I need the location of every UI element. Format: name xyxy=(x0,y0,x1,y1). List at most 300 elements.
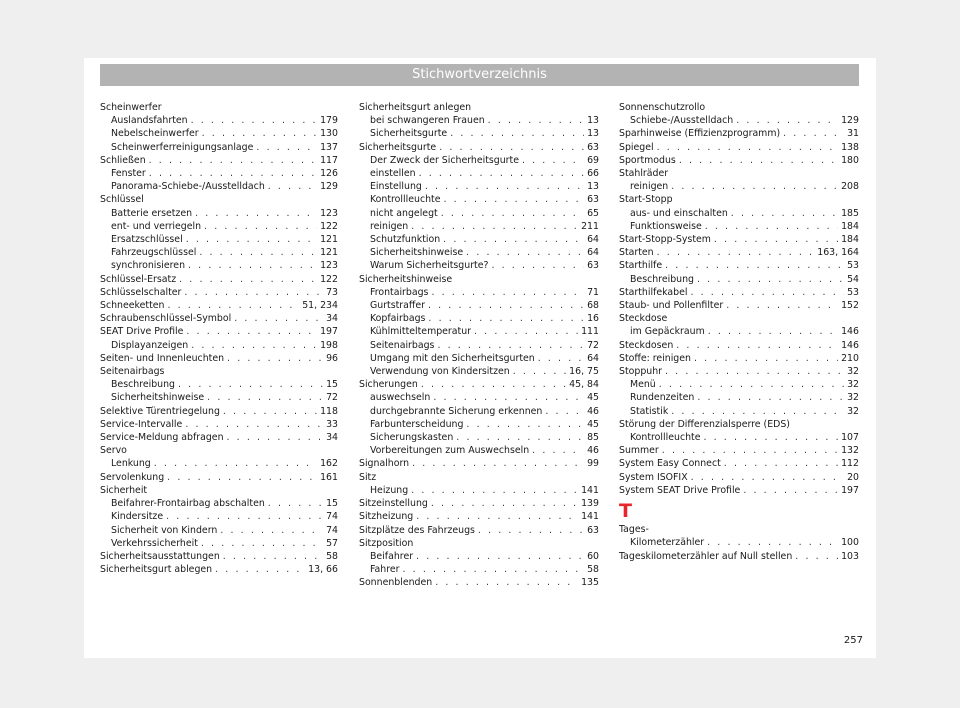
index-entry xyxy=(359,576,599,589)
entry-label: im Gepäckraum xyxy=(630,326,705,338)
index-entry xyxy=(619,339,859,352)
index-entry xyxy=(100,352,338,365)
entry-page-ref: 63 xyxy=(587,141,599,153)
dot-leader xyxy=(474,325,578,338)
entry-label: Kontrollleuchte xyxy=(630,432,701,444)
dot-leader xyxy=(679,154,838,167)
entry-label: Sicherheitshinweise xyxy=(111,392,205,404)
dot-leader xyxy=(411,220,578,233)
entry-label: reinigen xyxy=(630,181,669,193)
entry-label: Tageskilometerzähler auf Null stellen xyxy=(619,550,793,562)
entry-label: Seitenairbags xyxy=(370,339,435,351)
entry-page-ref: 184 xyxy=(841,220,859,232)
entry-page-ref: 15 xyxy=(326,498,338,510)
index-subentry xyxy=(100,141,338,154)
entry-page-ref: 135 xyxy=(581,577,599,589)
entry-page-ref: 197 xyxy=(841,484,859,496)
dot-leader xyxy=(703,431,838,444)
entry-page-ref: 32 xyxy=(847,366,859,378)
index-subentry xyxy=(359,114,599,127)
entry-page-ref: 137 xyxy=(320,141,338,153)
entry-page-ref: 71 xyxy=(587,286,599,298)
entry-label: Kindersitze xyxy=(111,511,164,523)
entry-page-ref: 122 xyxy=(320,273,338,285)
index-subentry xyxy=(619,405,859,418)
index-subentry xyxy=(359,563,599,576)
entry-label: Beifahrer xyxy=(370,550,414,562)
dot-leader xyxy=(268,180,317,193)
entry-label: Batterie ersetzen xyxy=(111,207,193,219)
entry-page-ref: 107 xyxy=(841,432,859,444)
index-subentry xyxy=(359,405,599,418)
entry-page-ref: 20 xyxy=(847,471,859,483)
entry-page-ref: 33 xyxy=(326,418,338,430)
index-heading: Stahlräder xyxy=(619,168,669,180)
index-entry xyxy=(100,563,338,576)
dot-leader xyxy=(545,405,584,418)
dot-leader xyxy=(491,259,584,272)
index-subentry xyxy=(100,378,338,391)
entry-label: Sitzeinstellung xyxy=(359,498,428,510)
dot-leader xyxy=(412,457,584,470)
index-subentry xyxy=(359,286,599,299)
entry-page-ref: 32 xyxy=(847,405,859,417)
entry-page-ref: 139 xyxy=(581,498,599,510)
index-heading: Störung der Differenzialsperre (EDS) xyxy=(619,418,790,430)
entry-page-ref: 13 xyxy=(587,128,599,140)
dot-leader xyxy=(724,457,838,470)
index-heading: Servo xyxy=(100,445,127,457)
entry-label: ent- und verriegeln xyxy=(111,220,202,232)
entry-page-ref: 64 xyxy=(587,352,599,364)
entry-label: Rundenzeiten xyxy=(630,392,695,404)
dot-leader xyxy=(665,365,844,378)
dot-leader xyxy=(149,167,317,180)
entry-page-ref: 54 xyxy=(847,273,859,285)
entry-page-ref: 184 xyxy=(841,234,859,246)
entry-label: Start-Stopp-System xyxy=(619,234,711,246)
index-subentry xyxy=(359,484,599,497)
dot-leader xyxy=(665,259,844,272)
entry-page-ref: 117 xyxy=(320,154,338,166)
entry-label: nicht angelegt xyxy=(370,207,438,219)
dot-leader xyxy=(671,180,838,193)
entry-label: auswechseln xyxy=(370,392,431,404)
entry-page-ref: 163, 164 xyxy=(817,247,859,259)
entry-label: Einstellung xyxy=(370,181,422,193)
index-subentry xyxy=(359,312,599,325)
index-subentry xyxy=(619,220,859,233)
dot-leader xyxy=(223,550,323,563)
index-subentry xyxy=(100,339,338,352)
dot-leader xyxy=(443,193,584,206)
dot-leader xyxy=(184,286,323,299)
dot-leader xyxy=(416,510,578,523)
dot-leader xyxy=(227,431,324,444)
entry-label: System SEAT Drive Profile xyxy=(619,484,741,496)
index-entry xyxy=(100,418,338,431)
entry-page-ref: 16, 75 xyxy=(569,366,599,378)
index-entry xyxy=(619,457,859,470)
entry-page-ref: 73 xyxy=(326,286,338,298)
entry-label: Der Zweck der Sicherheitsgurte xyxy=(370,154,519,166)
index-entry xyxy=(359,524,599,537)
entry-label: Steckdosen xyxy=(619,339,674,351)
index-subentry xyxy=(359,444,599,457)
entry-page-ref: 53 xyxy=(847,260,859,272)
entry-label: Sicherheitshinweise xyxy=(370,247,464,259)
index-subentry xyxy=(100,114,338,127)
entry-page-ref: 152 xyxy=(841,300,859,312)
dot-leader xyxy=(256,141,317,154)
entry-page-ref: 46 xyxy=(587,445,599,457)
dot-leader xyxy=(149,154,317,167)
entry-page-ref: 16 xyxy=(587,313,599,325)
entry-page-ref: 72 xyxy=(587,339,599,351)
index-entry xyxy=(619,444,859,457)
index-subentry xyxy=(359,246,599,259)
entry-label: Sitzplätze des Fahrzeugs xyxy=(359,524,475,536)
dot-leader xyxy=(166,510,323,523)
dot-leader xyxy=(435,576,578,589)
dot-leader xyxy=(202,127,317,140)
index-entry xyxy=(619,550,859,563)
dot-leader xyxy=(185,418,323,431)
entry-page-ref: 45, 84 xyxy=(569,379,599,391)
entry-page-ref: 162 xyxy=(320,458,338,470)
index-entry xyxy=(359,457,599,470)
entry-page-ref: 210 xyxy=(841,352,859,364)
dot-leader xyxy=(428,312,584,325)
entry-page-ref: 96 xyxy=(326,352,338,364)
index-subentry xyxy=(359,299,599,312)
index-entry xyxy=(100,299,338,312)
dot-leader xyxy=(220,524,323,537)
index-subentry xyxy=(100,537,338,550)
dot-leader xyxy=(736,114,838,127)
entry-label: Staub- und Pollenfilter xyxy=(619,300,724,312)
entry-label: bei schwangeren Frauen xyxy=(370,115,485,127)
entry-page-ref: 34 xyxy=(326,432,338,444)
entry-label: Spiegel xyxy=(619,141,654,153)
entry-page-ref: 15 xyxy=(326,379,338,391)
index-heading: Sitzposition xyxy=(359,537,414,549)
dot-leader xyxy=(201,537,323,550)
entry-page-ref: 138 xyxy=(841,141,859,153)
dot-leader xyxy=(439,141,584,154)
entry-page-ref: 13 xyxy=(587,115,599,127)
index-subentry xyxy=(619,391,859,404)
index-entry xyxy=(619,484,859,497)
entry-page-ref: 146 xyxy=(841,339,859,351)
entry-label: Vorbereitungen zum Auswechseln xyxy=(370,445,530,457)
entry-page-ref: 103 xyxy=(841,550,859,562)
entry-page-ref: 121 xyxy=(320,247,338,259)
entry-label: Beschreibung xyxy=(630,273,694,285)
entry-label: Gurtstraffer xyxy=(370,300,425,312)
entry-label: Sportmodus xyxy=(619,154,676,166)
entry-page-ref: 208 xyxy=(841,181,859,193)
entry-page-ref: 13, 66 xyxy=(308,564,338,576)
entry-label: Panorama-Schiebe-/Ausstelldach xyxy=(111,181,265,193)
entry-page-ref: 68 xyxy=(587,300,599,312)
entry-page-ref: 74 xyxy=(326,511,338,523)
entry-page-ref: 53 xyxy=(847,286,859,298)
entry-page-ref: 85 xyxy=(587,432,599,444)
entry-page-ref: 129 xyxy=(841,115,859,127)
entry-label: Schiebe-/Ausstelldach xyxy=(630,115,734,127)
dot-leader xyxy=(167,471,317,484)
dot-leader xyxy=(783,127,844,140)
index-entry xyxy=(100,312,338,325)
dot-leader xyxy=(726,299,838,312)
index-entry xyxy=(619,259,859,272)
entry-page-ref: 72 xyxy=(326,392,338,404)
index-subentry xyxy=(359,154,599,167)
index-subentry xyxy=(359,207,599,220)
dot-leader xyxy=(411,484,578,497)
entry-page-ref: 130 xyxy=(320,128,338,140)
index-subentry xyxy=(100,510,338,523)
dot-leader xyxy=(425,180,584,193)
dot-leader xyxy=(207,391,323,404)
entry-page-ref: 180 xyxy=(841,154,859,166)
dot-leader xyxy=(697,391,844,404)
index-heading: Tages- xyxy=(619,524,649,536)
entry-page-ref: 60 xyxy=(587,550,599,562)
entry-label: Kopfairbags xyxy=(370,313,426,325)
index-heading: Steckdose xyxy=(619,313,668,325)
index-column-1 xyxy=(100,101,338,576)
entry-label: Fahrer xyxy=(370,564,400,576)
dot-leader xyxy=(731,207,838,220)
entry-label: Verkehrssicherheit xyxy=(111,537,198,549)
index-subentry xyxy=(100,391,338,404)
dot-leader xyxy=(428,299,584,312)
entry-page-ref: 111 xyxy=(581,326,599,338)
index-entry xyxy=(100,286,338,299)
entry-page-ref: 211 xyxy=(581,220,599,232)
index-subentry xyxy=(359,259,599,272)
dot-leader xyxy=(488,114,584,127)
dot-leader xyxy=(662,444,838,457)
entry-label: Umgang mit den Sicherheitsgurten xyxy=(370,352,535,364)
entry-label: Verwendung von Kindersitzen xyxy=(370,366,510,378)
entry-page-ref: 99 xyxy=(587,458,599,470)
entry-page-ref: 46 xyxy=(587,405,599,417)
entry-label: Displayanzeigen xyxy=(111,339,189,351)
index-subentry xyxy=(100,246,338,259)
index-entry xyxy=(359,378,599,391)
entry-page-ref: 129 xyxy=(320,181,338,193)
index-entry xyxy=(100,154,338,167)
entry-page-ref: 63 xyxy=(587,260,599,272)
entry-page-ref: 69 xyxy=(587,154,599,166)
dot-leader xyxy=(204,220,317,233)
entry-label: Fenster xyxy=(111,168,146,180)
dot-leader xyxy=(705,220,838,233)
entry-page-ref: 126 xyxy=(320,168,338,180)
index-heading: Sonnenschutzrollo xyxy=(619,102,706,113)
entry-page-ref: 31 xyxy=(847,128,859,140)
entry-label: Beifahrer-Frontairbag abschalten xyxy=(111,498,265,510)
entry-page-ref: 121 xyxy=(320,234,338,246)
dot-leader xyxy=(513,365,566,378)
entry-label: Schutzfunktion xyxy=(370,234,441,246)
entry-label: Stoppuhr xyxy=(619,366,663,378)
entry-label: Service-Meldung abfragen xyxy=(100,432,224,444)
dot-leader xyxy=(215,563,305,576)
entry-label: Stoffe: reinigen xyxy=(619,352,691,364)
entry-label: Ersatzschlüssel xyxy=(111,234,183,246)
dot-leader xyxy=(421,378,566,391)
index-subentry xyxy=(100,207,338,220)
index-subentry xyxy=(619,207,859,220)
entry-label: Funktionsweise xyxy=(630,220,702,232)
index-heading: Sicherheitshinweise xyxy=(359,273,453,285)
dot-leader xyxy=(466,418,584,431)
index-subentry xyxy=(619,431,859,444)
index-column-2 xyxy=(359,101,599,590)
entry-label: Signalhorn xyxy=(359,458,410,470)
dot-leader xyxy=(743,484,838,497)
entry-label: Sicherheitsgurt ablegen xyxy=(100,564,213,576)
dot-leader xyxy=(268,497,323,510)
dot-leader xyxy=(433,391,584,404)
entry-page-ref: 32 xyxy=(847,392,859,404)
dot-leader xyxy=(419,167,585,180)
index-entry xyxy=(619,233,859,246)
entry-label: Sitzheizung xyxy=(359,511,414,523)
dot-leader xyxy=(443,233,584,246)
index-entry xyxy=(100,550,338,563)
dot-leader xyxy=(186,325,317,338)
index-subentry xyxy=(100,524,338,537)
entry-page-ref: 112 xyxy=(841,458,859,470)
page-number: 257 xyxy=(843,635,863,646)
index-subentry xyxy=(100,457,338,470)
index-heading: Sitz xyxy=(359,471,377,483)
dot-leader xyxy=(179,273,317,286)
index-heading: Scheinwerfer xyxy=(100,102,162,113)
entry-page-ref: 185 xyxy=(841,207,859,219)
index-subentry xyxy=(100,167,338,180)
entry-page-ref: 122 xyxy=(320,220,338,232)
dot-leader xyxy=(191,114,318,127)
index-heading: Schlüssel xyxy=(100,194,144,206)
entry-label: Frontairbags xyxy=(370,286,429,298)
dot-leader xyxy=(403,563,585,576)
index-subentry xyxy=(359,418,599,431)
index-subentry xyxy=(100,259,338,272)
entry-label: Starthilfe xyxy=(619,260,663,272)
entry-page-ref: 65 xyxy=(587,207,599,219)
dot-leader xyxy=(223,405,317,418)
index-entry xyxy=(359,510,599,523)
dot-leader xyxy=(191,339,317,352)
index-subentry xyxy=(359,127,599,140)
entry-label: Scheinwerferreinigungsanlage xyxy=(111,141,254,153)
dot-leader xyxy=(538,352,584,365)
index-entry xyxy=(619,246,859,259)
entry-label: Sparhinweise (Effizienzprogramm) xyxy=(619,128,781,140)
index-entry xyxy=(619,141,859,154)
entry-label: Lenkung xyxy=(111,458,151,470)
index-subentry xyxy=(359,167,599,180)
entry-label: Fahrzeugschlüssel xyxy=(111,247,197,259)
index-subentry xyxy=(100,180,338,193)
index-entry xyxy=(100,471,338,484)
entry-label: System ISOFIX xyxy=(619,471,688,483)
index-entry xyxy=(100,325,338,338)
entry-page-ref: 179 xyxy=(320,115,338,127)
dot-leader xyxy=(234,312,323,325)
index-entry xyxy=(100,431,338,444)
index-entry xyxy=(359,141,599,154)
entry-label: Sicherungen xyxy=(359,379,418,391)
dot-leader xyxy=(178,378,323,391)
entry-page-ref: 63 xyxy=(587,194,599,206)
index-entry xyxy=(619,299,859,312)
entry-label: Schneeketten xyxy=(100,300,165,312)
dot-leader xyxy=(456,431,584,444)
dot-leader xyxy=(441,207,584,220)
entry-label: Sicherungskasten xyxy=(370,432,454,444)
index-subentry xyxy=(100,497,338,510)
entry-label: Beschreibung xyxy=(111,379,175,391)
index-subentry xyxy=(619,378,859,391)
entry-page-ref: 58 xyxy=(326,550,338,562)
index-entry xyxy=(100,273,338,286)
entry-label: Selektive Türentriegelung xyxy=(100,405,220,417)
dot-leader xyxy=(431,497,578,510)
index-subentry xyxy=(359,550,599,563)
entry-page-ref: 66 xyxy=(587,168,599,180)
index-entry xyxy=(619,154,859,167)
index-subentry xyxy=(619,536,859,549)
entry-label: System Easy Connect xyxy=(619,458,721,470)
entry-label: Sicherheitsgurte xyxy=(359,141,437,153)
entry-page-ref: 197 xyxy=(320,326,338,338)
dot-leader xyxy=(657,246,815,259)
index-subentry xyxy=(100,127,338,140)
entry-label: Farbunterscheidung xyxy=(370,418,464,430)
entry-page-ref: 34 xyxy=(326,313,338,325)
entry-label: Servolenkung xyxy=(100,471,165,483)
entry-label: synchronisieren xyxy=(111,260,186,272)
index-entry xyxy=(619,286,859,299)
page-header xyxy=(100,64,859,86)
entry-label: reinigen xyxy=(370,220,409,232)
entry-label: Warum Sicherheitsgurte? xyxy=(370,260,489,272)
index-letter-heading: T xyxy=(619,500,632,523)
index-heading: Start-Stopp xyxy=(619,194,673,206)
index-subentry xyxy=(359,220,599,233)
dot-leader xyxy=(708,325,838,338)
entry-label: Schließen xyxy=(100,154,146,166)
dot-leader xyxy=(522,154,584,167)
entry-page-ref: 64 xyxy=(587,247,599,259)
index-column-3 xyxy=(619,101,859,563)
entry-page-ref: 123 xyxy=(320,260,338,272)
index-subentry xyxy=(359,391,599,404)
entry-label: Starthilfekabel xyxy=(619,286,688,298)
dot-leader xyxy=(676,339,838,352)
dot-leader xyxy=(188,259,317,272)
entry-label: Sicherheit von Kindern xyxy=(111,524,218,536)
dot-leader xyxy=(694,352,838,365)
entry-label: Service-Intervalle xyxy=(100,418,183,430)
